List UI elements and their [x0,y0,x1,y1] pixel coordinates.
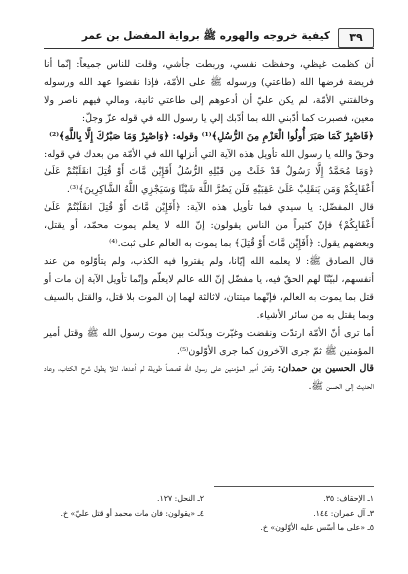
paragraph-7-text: وقصّ أمير المؤمنين على رسول الله قصصاً طويلة لم أعدها، لئلا يطول شرح الكتاب، وعاد الحديث إلى الحسن ﷺ. [44,363,374,393]
footnotes [44,492,374,536]
quran-verse-paragraph: ﴿فَاصْبِرْ كَمَا صَبَرَ أُولُوا الْعَزْمِ مِنَ الرُّسُلِ﴾⁽¹⁾ وقوله: ﴿وَاصْبِرْ وَمَا صَبْرُكَ إِلَّا بِاللَّهِ﴾⁽²⁾ [49,130,374,142]
footnote-5: ٥ـ «على ما أسّس عليه الأوّلون» خ. [260,523,374,532]
footnote-row [44,507,374,522]
page-header [44,28,374,49]
footnote-separator [214,486,374,487]
running-title: كيفية خروجه والهوره ﷺ برواية المفضل بن عمر [81,30,330,42]
footnote-4: ٤ـ «يقولون: فان مات محمد أو قتل عليّ» خ. [60,508,204,518]
footnote-2: ٢ـ النحل: ١٢٧. [157,494,204,503]
paragraph-7 [44,360,374,396]
paragraph-3: وحقّ والله يا رسول الله تأويل هذه الآية التي أنزلها الله في الأمّة من بعدك في قوله: ﴿وَمَا مُحَمَّدٌ إِلَّا رَسُولٌ قَدْ خَلَتْ مِن قَبْلِهِ الرُّسُلُ أَفَإِيْن مَّاتَ أَوْ قُتِلَ انقَلَبْتُمْ عَلَىٰ أَعْقَابِكُمْ وَمَن يَنقَلِبْ عَلَىٰ عَقِبَيْهِ فَلَن يَضُرَّ اللَّهَ شَيْئًا وَسَيَجْزِي اللَّهُ الشَّاكِرِينَ﴾⁽³⁾. [44,148,374,196]
paragraph-1: أن كظمت غيظي، وحفظت نفسي، وربطت جأشي، وقلت للناس جميعاً: إنّما أنا فريضة فرضها الله (طاعتي) ورسوله ﷺ على الأمّة، فإذا نقضوا عهد الله ورسوله وخالفتني الأمّة، لم يكن عليّ أن أدعوهم إلى طاعتي ثانية، ومالي فيهم ناصر ولا معين، فصبرت كما أدّبني الله بما أدّبك إلي يا رسول الله في قوله عزّ وجلّ: [44,59,374,124]
body-text [44,56,374,396]
page-number: ٣٩ [338,28,374,48]
footnote-3: ٣ـ آل عمران: ١٤٤. [313,508,374,518]
paragraph-6: أما ترى أنّ الأمّة ارتدّت ونقضت وغيّرت وبدّلت بين موت رسول الله ﷺ وقتل أمير المؤمنين ﷺ ثمّ جرى الآخرون كما جرى الأوّلون⁽⁵⁾. [44,327,374,357]
paragraph-4: قال المفضّل: يا سيدي فما تأويل هذه الآية: ﴿أَفَإِيْن مَّاتَ أَوْ قُتِلَ انقَلَبْتُمْ عَلَىٰ أَعْقَابِكُمْ﴾ فإنّ كثيراً من الناس يقولون: إنّ الله لا يعلم يموت محمّد، أو يقتل، وبعضهم يقول: ﴿أَفَإِيْن مَّاتَ أَوْ قُتِلَ﴾ بما يموت به العالم على ثبت.⁽⁴⁾ [44,202,374,250]
footnote-1: ١ـ الإحقاف: ٣٥. [323,494,374,503]
speaker-label: قال الحسين بن حمدان: [277,363,374,375]
footnote-row [44,492,374,507]
paragraph-5: قال الصادق ﷺ: لا يعلمه الله إيّانا، ولم يفتروا فيه الكذب، ولم يتأوّلوه من عند أنفسهم، لبيّنّا لهم الحقّ فيه، يا مفضّل إنّ الله عالم لايعلّم وإنّما تأويل الآية إن مات أو قتل بما يموت به العالم، فإنّهما ميتتان، لاثالثة لهما إن الموت بلا قتل، والقتل بالسيف وبما يقتل به من سائر الأشياء. [44,255,374,321]
